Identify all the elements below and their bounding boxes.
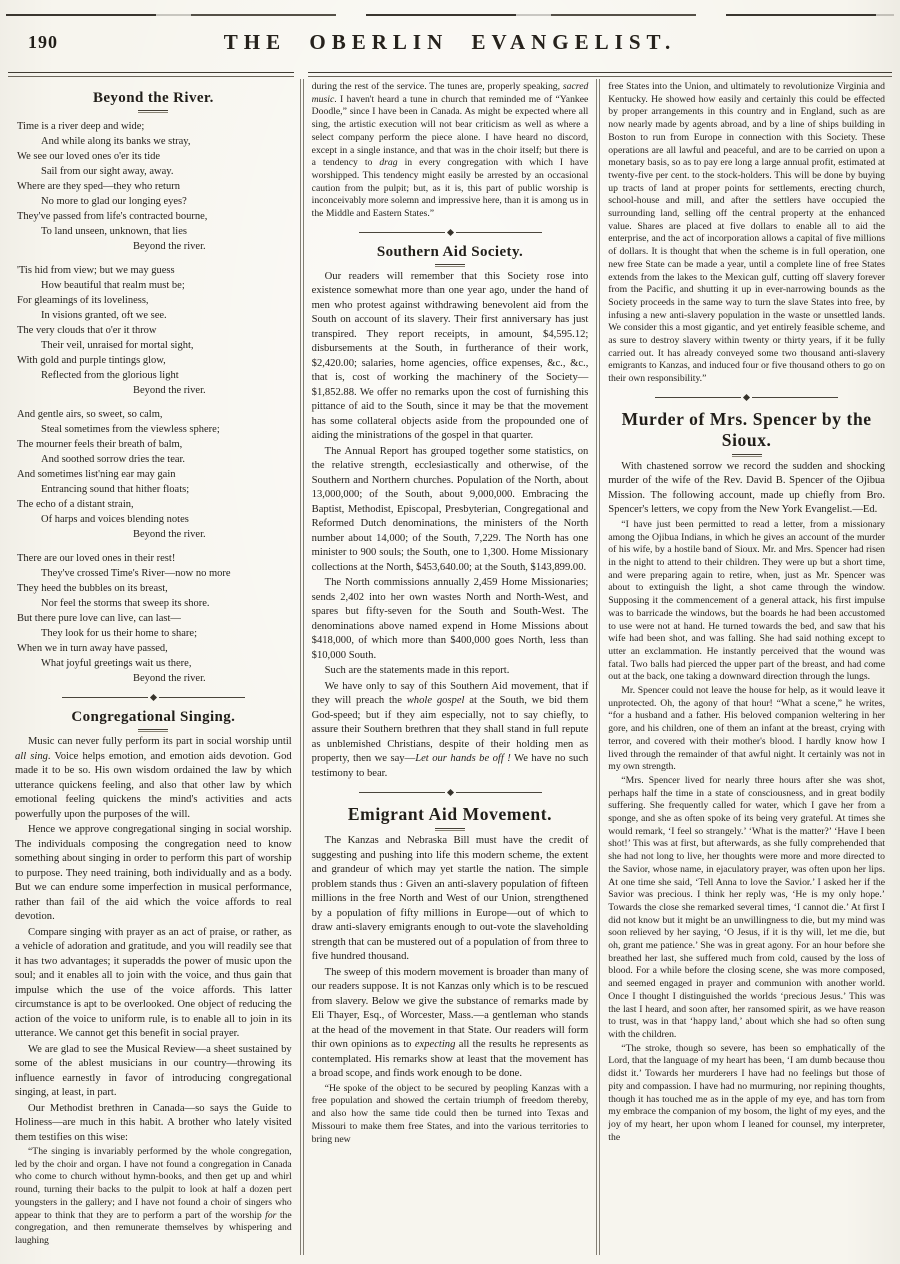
poem-line: Beyond the river. — [133, 529, 206, 540]
header-rule-right — [308, 72, 892, 77]
paragraph: The sweep of this modern movement is broader than many of our readers suppose. It is not Kanzas only which is to be rescued from slavery. Below we give the substance of remarks made by Eli Thayer, Esq., of Worcester, Mass.—a gentleman who stands at the head of the movement in that State. Our readers will form thir own opinions as to expecting all the results he represents as contemplated. His remarks show at least that the movement has a broad scope, and finds work enough to be done. — [311, 966, 589, 1080]
poem-line: Time is a river deep and wide; — [17, 121, 145, 132]
poem-stanza — [15, 551, 292, 686]
poem-line: How beautiful that realm must be; — [41, 280, 185, 291]
poem-line: They've crossed Time's River—now no more — [41, 568, 231, 579]
poem-line: Beyond the river. — [133, 673, 206, 684]
poem-line: With gold and purple tintings glow, — [17, 355, 166, 366]
column-2 — [305, 79, 596, 1255]
paragraph: Music can never fully perform its part in social worship until all sing. Voice helps emotion, and emotion aids devotion. God made it to be so. His own wisdom ordained the law by which utterance quickens feeling, and also that other law by which emotional feeling quickens the mind's activities and acts powerfully upon the purposes of the will. — [15, 736, 292, 820]
diamond-ornament-icon — [743, 394, 750, 401]
paragraph: Compare singing with prayer as an act of praise, or rather, as a vehicle of adoration and gratitude, and you will readily see that it has two advantages; it superadds the power of music upon the soul; and it enables all to join with the voice, and thus gain that impulse which the use of the voice affords. This latter circumstance is apt to be overlooked. One object of reducing the action of the voice to uniform rule, is to enable all to join in its utterance. We cannot get this benefit in social prayer. — [15, 926, 292, 1039]
poem-line: They've passed from life's contracted bourne, — [17, 211, 208, 222]
poem-line: 'Tis hid from view; but we may guess — [17, 265, 175, 276]
poem-line: Entrancing sound that hither floats; — [41, 484, 190, 495]
paragraph: The Annual Report has grouped together some statistics, on the relative strength, ecclesiastically and otherwise, of the Southern and Northern churches. Population of the North, about 13,000,000; of the South, about 9,000,000. Embracing the Baptist, Methodist, Episcopal, Presbyterian, Congregational and Reformed Dutch denominations, the ministers of the North number about 14,000; of the South, 7,229. The North has one minister to 900 souls; the South, one to 1,300. Home Missionary collections at the North, $453,640.00; at the South, $143,899.00. — [311, 445, 589, 573]
poem-line: The mourner feels their breath of balm, — [17, 439, 183, 450]
header-rule — [8, 72, 892, 77]
poem-line: Beyond the river. — [133, 385, 206, 396]
paragraph: “The stroke, though so severe, has been so emphatically of the Lord, that the language of my heart has been, ‘I am dumb because thou didst it.’ Towards her murderers I have had no feelings but those of pity and compassion. I have had no murmuring, nor repining thoughts, though it has touched me as in the apple of my eye, and has torn from my embrace the companion of my bosom, the light of my eyes, and the joy of my heart, her upon whom I leaned for counsel, my interpreter, the — [608, 1042, 885, 1143]
poem-line: The echo of a distant strain, — [17, 499, 134, 510]
poem-line: Their veil, unraised for mortal sight, — [41, 340, 194, 351]
poem-line: When we in turn away have passed, — [17, 643, 168, 654]
poem-line: In visions granted, oft we see. — [41, 310, 167, 321]
article-heading: Southern Aid Society. — [312, 244, 589, 267]
paragraph: free States into the Union, and ultimately to revolutionize Virginia and Kentucky. He showed how easily and certainly this could be effected by proper arrangements in this country and in England, such as are now nearly made by agents abroad, and by a line of ships building in Boston to run from Europe in connection with this Society. These operations are all lawful and peaceful, and are to be carried on upon a monetary basis, so as to pay ere long a large annual profit, estimated at twenty-five per cent. to the stock-holders. This will be done by buying up tracts of land at proper points for settlements, erecting church, school-house and mill, and after the settlers have occupied the surrounding land, selling off the central property at the enhanced value. Shares are placed at five dollars to enable all to aid the enterprise, and the act of incorporation allows a capital of five millions of dollars. It is thought that when the scheme is in full operation, one new free State can be made a year, until a complete line of free States extends from the lakes to the Mexican gulf, cutting off slavery forever from the Pacific, and shutting it up in ever-narrowing bounds as the Society proceeds in the same way to turn the slave States into free, by infusing a new anti-slavery population in the waste or unsettled lands. We consider this a most gigantic, and yet entirely feasible scheme, and as sure to destroy slavery within twenty or thirty years, if it be fully carried out. It has already conveyed some two thousand anti-slavery emigrants to Kanzas, and induced four or five thousand others to go on their own responsibility.” — [608, 81, 885, 385]
paragraph: The North commissions annually 2,459 Home Missionaries; sends 2,402 into her own wastes North and North-West, and spares but fifty-seven for the South and South-West. The denominations above named expend in Home Missions about $418,000, of which more than $400,000 goes North, less than $10,000 South. — [311, 577, 589, 661]
paragraph: We have only to say of this Southern Aid movement, that if they will preach the whole gospel at the South, we bid them God-speed; but if they aim especially, not to say chiefly, to assure their Southern brethren that they shall stand in full repute as unblemished Christians, despite of their holding men as property, then we say—Let our hands be off ! We have no such testimony to bear. — [311, 680, 589, 779]
paragraph: The Kanzas and Nebraska Bill must have the credit of suggesting and pushing into life this modern scheme, the extent and grandeur of which may yet startle the nation. The simple problem stands thus : Given an anti-slavery population of fifteen millions in the free North and West of our Union, strengthened by a population of fifty millions in Europe—out of which to draw anti-slavery emigrants enough to out-vote the slaveholding strength that can be mustered out of a population of from three to five hundred thousand. — [311, 835, 589, 963]
poem-stanza — [15, 407, 292, 542]
paragraph: Mr. Spencer could not leave the house for help, as it would leave it unprotected. Oh, the agony of that hour! “What a scene,” he writes, “for a husband and a father. His beloved companion weltering in her gore, and his children, one of them an infant at the breast, crying with terror, and covered with their mother's blood. I hardly know how I lived through the remainder of that awful night. It certainly was not in my own strength. — [608, 685, 885, 773]
poem-line: And while along its banks we stray, — [41, 136, 191, 147]
section-divider — [312, 790, 589, 795]
column-separator — [596, 79, 600, 1255]
poem-line: What joyful greetings wait us there, — [41, 658, 192, 669]
poem-line: They look for us their home to share; — [41, 628, 198, 639]
section-divider — [15, 695, 292, 700]
poem-stanza — [15, 263, 292, 398]
section-divider — [312, 230, 589, 235]
paragraph: “I have just been permitted to read a letter, from a missionary among the Ojibua Indians, in which he gives an account of the murder of his wife, by a hostile band of Sioux. Mr. and Mrs. Spencer had risen in the night to attend to their children. They were up but a short time, and were preparing again to retire, when, just as Mr. Spencer was about to extinguish the light, a shot came through the window. Supposing it the commencement of a general attack, his first impulse was to barricade the windows, but the boards he had been accustomed to use were not at hand. He turned towards the bed, and saw that his wife had been shot, and was falling. She had said nothing except to utter an exclammation. He instantly perceived that the wound was fatal. Two balls had pierced the upper part of the breast, and had come out at the back, one taking a downward direction through the lungs. — [608, 518, 885, 683]
column-1 — [8, 79, 299, 1255]
paragraph: Our readers will remember that this Society rose into existence somewhat more than one year ago, under the hand of men who protest against withdrawing benevolent aid from the South on account of its slavery. Their first anniversary has just transpired. They report receipts, in amount, $4,595.12; disbursements at the South, in furtherance of their work, $2,420.00; salaries, home agencies, office expenses, &c., &c., that is, cost of working the machinery of the Society—$1,852.88. We offer no remarks upon the cost of furnishing this pittance of aid to the South, since it may be that the movement has some collateral objects aside from the propounded one of aiding the ministrations of the gospel in that quarter. — [311, 270, 589, 442]
poem-line: We see our loved ones o'er its tide — [17, 151, 161, 162]
article-heading: Emigrant Aid Movement. — [312, 804, 589, 831]
poem-line: To land unseen, unknown, that lies — [41, 226, 187, 237]
header-rule-left — [8, 72, 294, 77]
article-heading: Murder of Mrs. Spencer by the Sioux. — [608, 409, 885, 457]
poem-line: And sometimes list'ning ear may gain — [17, 469, 176, 480]
paragraph: Such are the statements made in this report. — [324, 665, 510, 677]
diamond-ornament-icon — [446, 229, 453, 236]
section-divider — [608, 395, 885, 400]
page-header — [0, 26, 900, 70]
diamond-ornament-icon — [446, 789, 453, 796]
poem-line: Sail from our sight away, away. — [41, 166, 174, 177]
poem-line: They heed the bubbles on its breast, — [17, 583, 168, 594]
poem-stanza — [15, 119, 292, 254]
poem-line: And gentle airs, so sweet, so calm, — [17, 409, 163, 420]
masthead-title: THE OBERLIN EVANGELIST. — [223, 30, 677, 54]
article-heading: Congregational Singing. — [15, 709, 292, 732]
poem-line: But there pure love can live, can last— — [17, 613, 181, 624]
paragraph: “He spoke of the object to be secured by peopling Kanzas with a free population and showed the certain triumph of freedom thereby, and also how the same tide could then be turned into Texas and Missouri to make them free States, and into the various territories to bring new — [311, 1082, 589, 1145]
top-rule — [6, 14, 894, 16]
poem-line: Reflected from the glorious light — [41, 370, 179, 381]
poem-line: For gleamings of its loveliness, — [17, 295, 149, 306]
poem-line: Nor feel the storms that sweep its shore. — [41, 598, 210, 609]
poem-line: Of harps and voices blending notes — [41, 514, 189, 525]
column-3 — [601, 79, 892, 1255]
column-container — [0, 77, 900, 1255]
paragraph: “The singing is invariably performed by the whole congregation, led by the choir and organ. I have not found a congregation in Canada who come to church without hymn-books, and then get up and whirl round, turning their backs to the pulpit to look at half a dozen pert youngsters in the gallery; and I have not found a choir of singers who appear to think that they are to perform a part of the worship for the congregation, and then remunerate themselves by whispering and laughing — [15, 1146, 292, 1246]
paragraph: during the rest of the service. The tunes are, properly speaking, sacred music. I haven't heard a tune in church that reminded me of “Yankee Doodle,” since I have been in Canada. As might be expected where all sing, the artistic execution will not bear criticism as well as where a select company perform the piece alone. I have heard no discord, except in a single instance, and that was in the choir itself; but there is a tendency to drag in every congregation with which I have worshipped. This tendency might easily be arrested by an occasional caution from the pulpit; but, as it is, this part of public worship is inconceivably more solemn and impressive here, than it is among us in the Middle and Eastern States.” — [311, 81, 589, 220]
article-heading: Beyond the River. — [15, 90, 292, 113]
poem-line: There are our loved ones in their rest! — [17, 553, 176, 564]
column-separator — [300, 79, 304, 1255]
paragraph: “Mrs. Spencer lived for nearly three hours after she was shot, perhaps half the time in a state of consciousness, and in great bodily suffering. She frequently called for water, which I gave her from a sponge, and she as often spoke of its being very grateful. At times she would remark, ‘I feel so strangely.’ ‘What is the matter?’ ‘Have I been shot!’ This was at first, but afterwards, as she fully comprehended that she had not long to live, her thoughts were more and more directed to the Savior, whose name, in ejaculatory prayer, was often upon her lips. At one time she said, ‘Tell Anna to love the Savior.’ I asked her if the Savior was precious. I think her reply was, ‘He is my only hope.’ Towards the close she remarked several times, ‘I cannot die.’ At first I did not know but it might be an unwillingness to die, but my mind was soon relieved by her saying, ‘O Jesus, if it is thy will, let me die, but oh, grant me patience.’ She was in great agony. For an hour before she breathed her last, she suffered much from cold, caused by the loss of blood. For a while before the closing scene, she was more composed, and seemed engaged in prayer and communion with another world. Once I thought I distinguished the worlds ‘precious Jesus.’ This was the last I heard, and soon after, her ransomed spirit, as we have reason to trust, was in that ‘happy land,’ about which she had so often sung with the children. — [608, 774, 885, 1040]
diamond-ornament-icon — [150, 694, 157, 701]
paragraph: With chastened sorrow we record the sudden and shocking murder of the wife of the Rev. David B. Spencer of the Ojibua Mission. The following account, made up chiefly from Bro. Spencer's letters, we copy from the New York Evangelist.—Ed. — [608, 460, 885, 516]
paragraph: We are glad to see the Musical Review—a sheet sustained by some of the ablest musicians in our country—throwing its influence earnestly in favor of introducing congregational singing, at least, in part. — [15, 1043, 292, 1098]
page-number: 190 — [28, 32, 58, 52]
poem-line: Beyond the river. — [133, 241, 206, 252]
poem-line: The very clouds that o'er it throw — [17, 325, 157, 336]
poem-line: Where are they sped—they who return — [17, 181, 180, 192]
poem-line: No more to glad our longing eyes? — [41, 196, 187, 207]
poem-line: Steal sometimes from the viewless sphere; — [41, 424, 220, 435]
paragraph: Our Methodist brethren in Canada—so says the Guide to Holiness—are much in this habit. A brother who lately visited them testifies on this wise: — [15, 1102, 292, 1143]
poem-line: And soothed sorrow dries the tear. — [41, 454, 186, 465]
paragraph: Hence we approve congregational singing in social worship. The individuals composing the congregation need to know something about singing in order to perform this part of worship to purpose. They need training, both individually and as a body. But we can endure some imperfection in musical performance, rather than fail of the aid which the voice affords to real devotion. — [15, 824, 292, 922]
